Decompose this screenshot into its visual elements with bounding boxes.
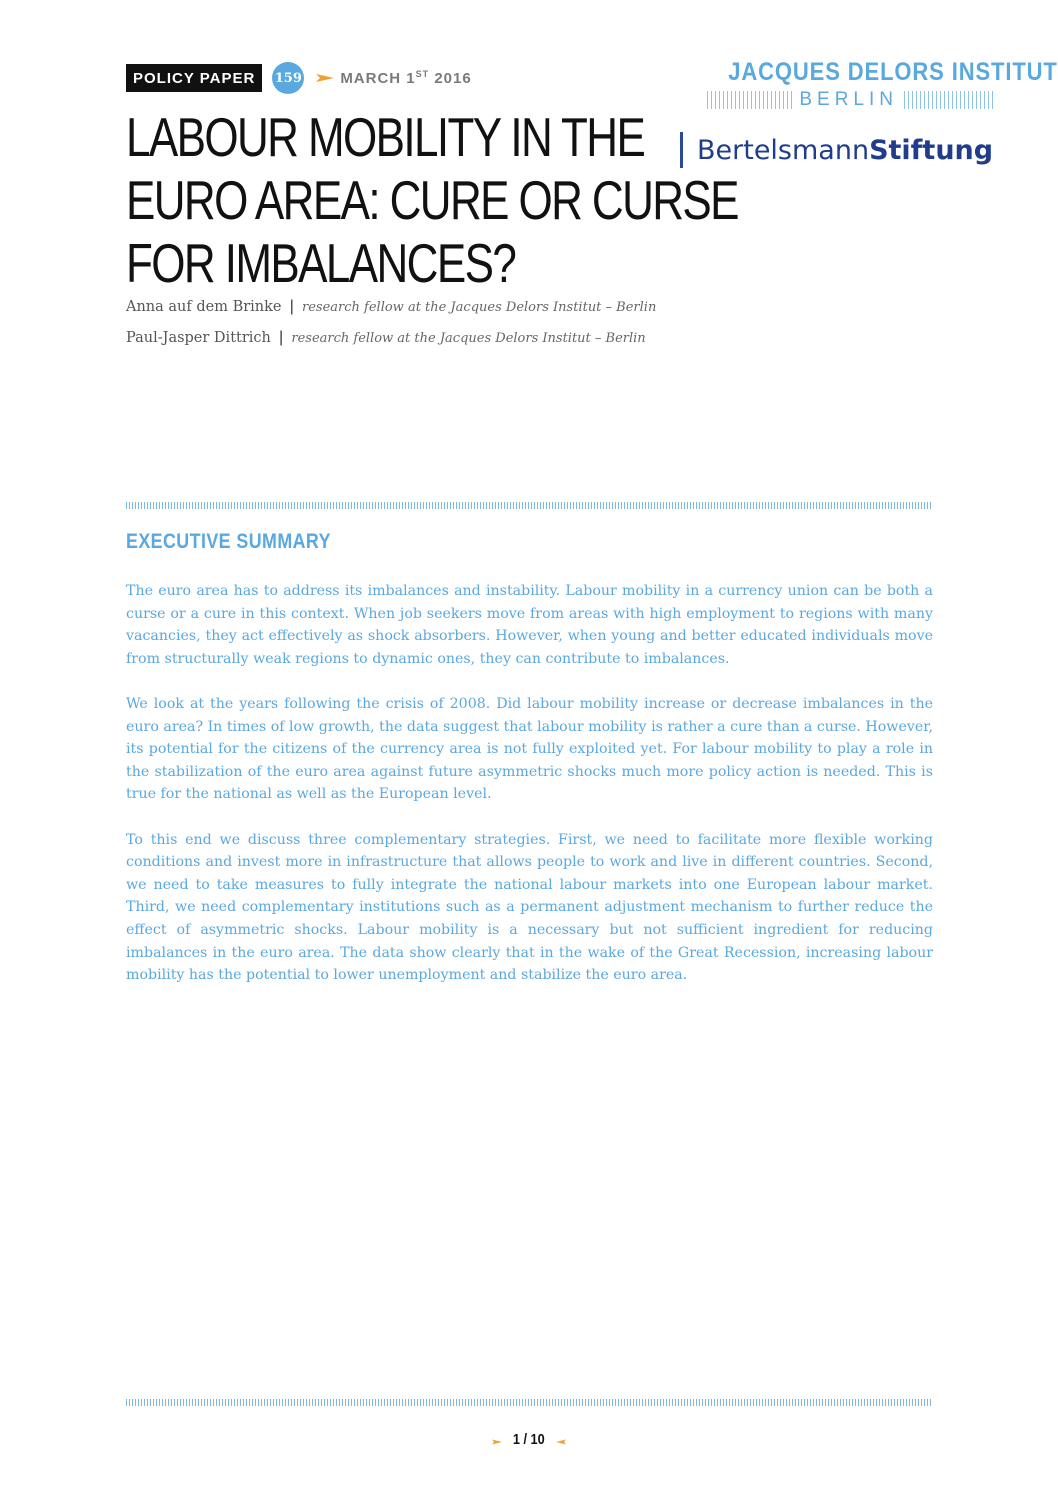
institute-city: BERLIN bbox=[799, 89, 898, 110]
page-number: 1 / 10 bbox=[513, 1431, 545, 1448]
hatch-decoration-right bbox=[904, 91, 994, 109]
section-divider-bottom bbox=[126, 1399, 933, 1406]
executive-summary-body bbox=[126, 580, 933, 1009]
jacques-delors-logo bbox=[692, 58, 1058, 111]
logo-bar bbox=[680, 132, 683, 168]
summary-paragraph: To this end we discuss three complementary strategies. First, we need to facilitate more flexible working conditions and invest more in infrastructure that allows people to work and live in different countries. Second, we need to take measures to fully integrate the national labour markets into one European labour market. Third, we need complementary institutions such as a permanent adjustment mechanism to further reduce the effect of asymmetric shocks. Labour mobility is a necessary but not sufficient ingredient for reducing imbalances in the euro area. The data show clearly that in the wake of the Great Recession, increasing labour mobility has the potential to lower unemployment and stabilize the euro area. bbox=[126, 831, 933, 984]
author-role: research fellow at the Jacques Delors Institut – Berlin bbox=[302, 300, 657, 315]
title-line: LABOUR MOBILITY IN THE bbox=[126, 106, 645, 168]
author-role: research fellow at the Jacques Delors Institut – Berlin bbox=[291, 331, 646, 346]
author-list bbox=[126, 296, 656, 358]
policy-paper-label: POLICY PAPER bbox=[126, 64, 262, 92]
foundation-name-bold: Stiftung bbox=[869, 134, 994, 166]
author-name: Anna auf dem Brinke bbox=[126, 299, 282, 315]
arrow-right-icon bbox=[316, 73, 334, 83]
foundation-name-regular: Bertelsmann bbox=[697, 134, 870, 166]
section-title: EXECUTIVE SUMMARY bbox=[126, 530, 331, 553]
author-separator: | bbox=[278, 329, 284, 346]
institute-city-row bbox=[692, 89, 994, 111]
date-suffix: ST bbox=[415, 69, 430, 79]
title-line: EURO AREA: CURE OR CURSE bbox=[126, 169, 738, 231]
paper-title bbox=[126, 106, 738, 295]
title-line: FOR IMBALANCES? bbox=[126, 232, 516, 294]
section-divider-top bbox=[126, 502, 933, 509]
arrow-left-icon bbox=[556, 1430, 566, 1449]
summary-paragraph: We look at the years following the crisis of 2008. Did labour mobility increase or decrease imbalances in the euro area? In times of low growth, the data suggest that labour mobility is rather a cure than a curse. However, its potential for the citizens of the currency area is not fully exploited yet. For labour mobility to play a role in the stabilization of the euro area against future asymmetric shocks much more policy action is needed. This is true for the national as well as the European level. bbox=[126, 695, 933, 803]
page-footer bbox=[0, 1430, 1058, 1449]
author-entry bbox=[126, 296, 656, 327]
author-separator: | bbox=[289, 298, 295, 315]
hatch-decoration-left bbox=[707, 91, 793, 109]
publication-date bbox=[340, 69, 471, 87]
institute-name: JACQUES DELORS INSTITUT bbox=[728, 58, 1058, 86]
author-name: Paul-Jasper Dittrich bbox=[126, 330, 271, 346]
arrow-right-icon bbox=[492, 1430, 502, 1449]
foundation-name bbox=[697, 135, 993, 166]
paper-header bbox=[126, 62, 472, 94]
issue-number-badge: 159 bbox=[272, 62, 304, 94]
date-year: 2016 bbox=[429, 70, 472, 87]
date-main: MARCH 1 bbox=[340, 70, 416, 87]
summary-paragraph: The euro area has to address its imbalances and instability. Labour mobility in a currency union can be both a curse or a cure in this context. When job seekers move from areas with high employment to regions with many vacancies, they act effectively as shock absorbers. However, when young and better educated individuals move from structurally weak regions to dynamic ones, they can contribute to imbalances. bbox=[126, 583, 933, 667]
bertelsmann-logo bbox=[680, 132, 993, 168]
author-entry bbox=[126, 327, 656, 358]
